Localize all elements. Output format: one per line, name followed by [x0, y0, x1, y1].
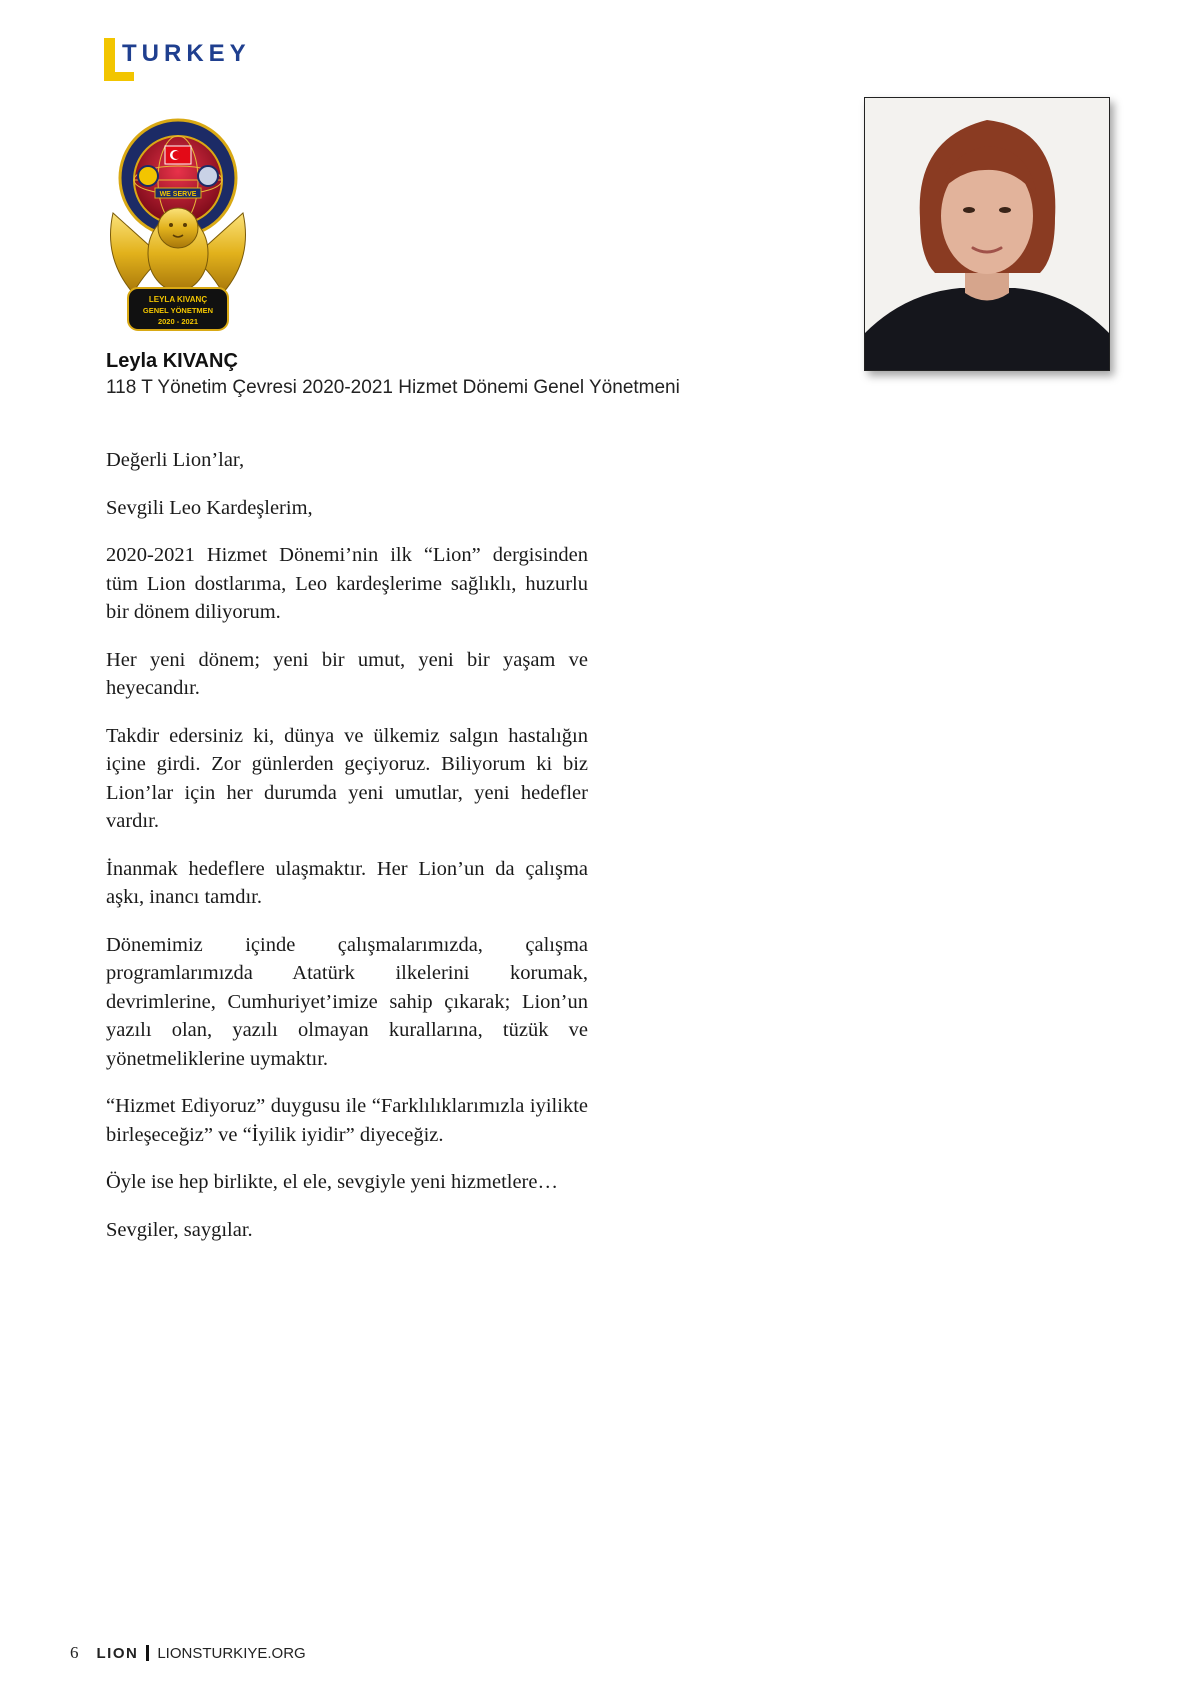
- letter-paragraph: Değerli Lion’lar,: [106, 449, 245, 471]
- footer-divider: [146, 1645, 149, 1661]
- author-name: Leyla KIVANÇ: [106, 350, 238, 372]
- emblem-banner-role: GENEL YÖNETMEN: [142, 306, 214, 315]
- author-portrait: [864, 97, 1110, 371]
- district-emblem: [103, 118, 253, 338]
- brand-logo-mark: [104, 38, 115, 76]
- letter-paragraph: 2020-2021 Hizmet Dönemi’nin ilk “Lion” dergisinden tüm Lion dostlarıma, Leo kardeşlerime sağlıklı, huzurlu bir dönem diliyorum.: [106, 544, 588, 623]
- emblem-banner-name: LEYLA KIVANÇ: [148, 295, 208, 304]
- letter-paragraph: Her yeni dönem; yeni bir umut, yeni bir yaşam ve heyecandır.: [106, 648, 588, 699]
- letter-body: [106, 446, 588, 1263]
- page-number: 6: [70, 1643, 79, 1662]
- letter-paragraph: Sevgiler, saygılar.: [106, 1218, 253, 1241]
- letter-paragraph: Takdir edersiniz ki, dünya ve ülkemiz salgın hastalığın içine girdi. Zor günlerden geçiyoruz. Biliyorum ki biz Lion’lar için her durumda yeni umutlar, yeni hedefler vardır.: [106, 724, 588, 832]
- emblem-motto: WE SERVE: [159, 191, 197, 198]
- author-title: 118 T Yönetim Çevresi 2020-2021 Hizmet Dönemi Genel Yönetmeni: [106, 377, 680, 398]
- portrait-photo: [865, 98, 1109, 370]
- brand-logo-mark-foot: [104, 72, 134, 81]
- letter-paragraph: Dönemimiz içinde çalışmalarımızda, çalışma programlarımızda Atatürk ilkelerini korumak, devrimlerine, Cumhuriyet’imize sahip çıkarak; Lion’un yazılı olan, yazılı olmayan kurallarına, tüzük ve yönetmeliklerine uymaktır.: [106, 933, 588, 1070]
- emblem-banner-years: 2020 - 2021: [157, 317, 199, 326]
- letter-paragraph: Öyle ise hep birlikte, el ele, sevgiyle yeni hizmetlere…: [106, 1171, 558, 1193]
- letter-paragraph: İnanmak hedeflere ulaşmaktır. Her Lion’un da çalışma aşkı, inancı tamdır.: [106, 857, 588, 908]
- brand-text: TURKEY: [122, 40, 251, 67]
- lion-emblem-icon: [103, 118, 253, 338]
- letter-paragraph: “Hizmet Ediyoruz” duygusu ile “Farklılıklarımızla iyilikte birleşeceğiz” ve “İyilik iyidir” diyeceğiz.: [106, 1095, 588, 1146]
- website-link[interactable]: LIONSTURKIYE.ORG: [157, 1644, 306, 1662]
- magazine-name: LION: [96, 1644, 139, 1662]
- brand-logo: [104, 38, 264, 78]
- letter-paragraph: Sevgili Leo Kardeşlerim,: [106, 496, 313, 519]
- page-footer: [70, 1643, 306, 1663]
